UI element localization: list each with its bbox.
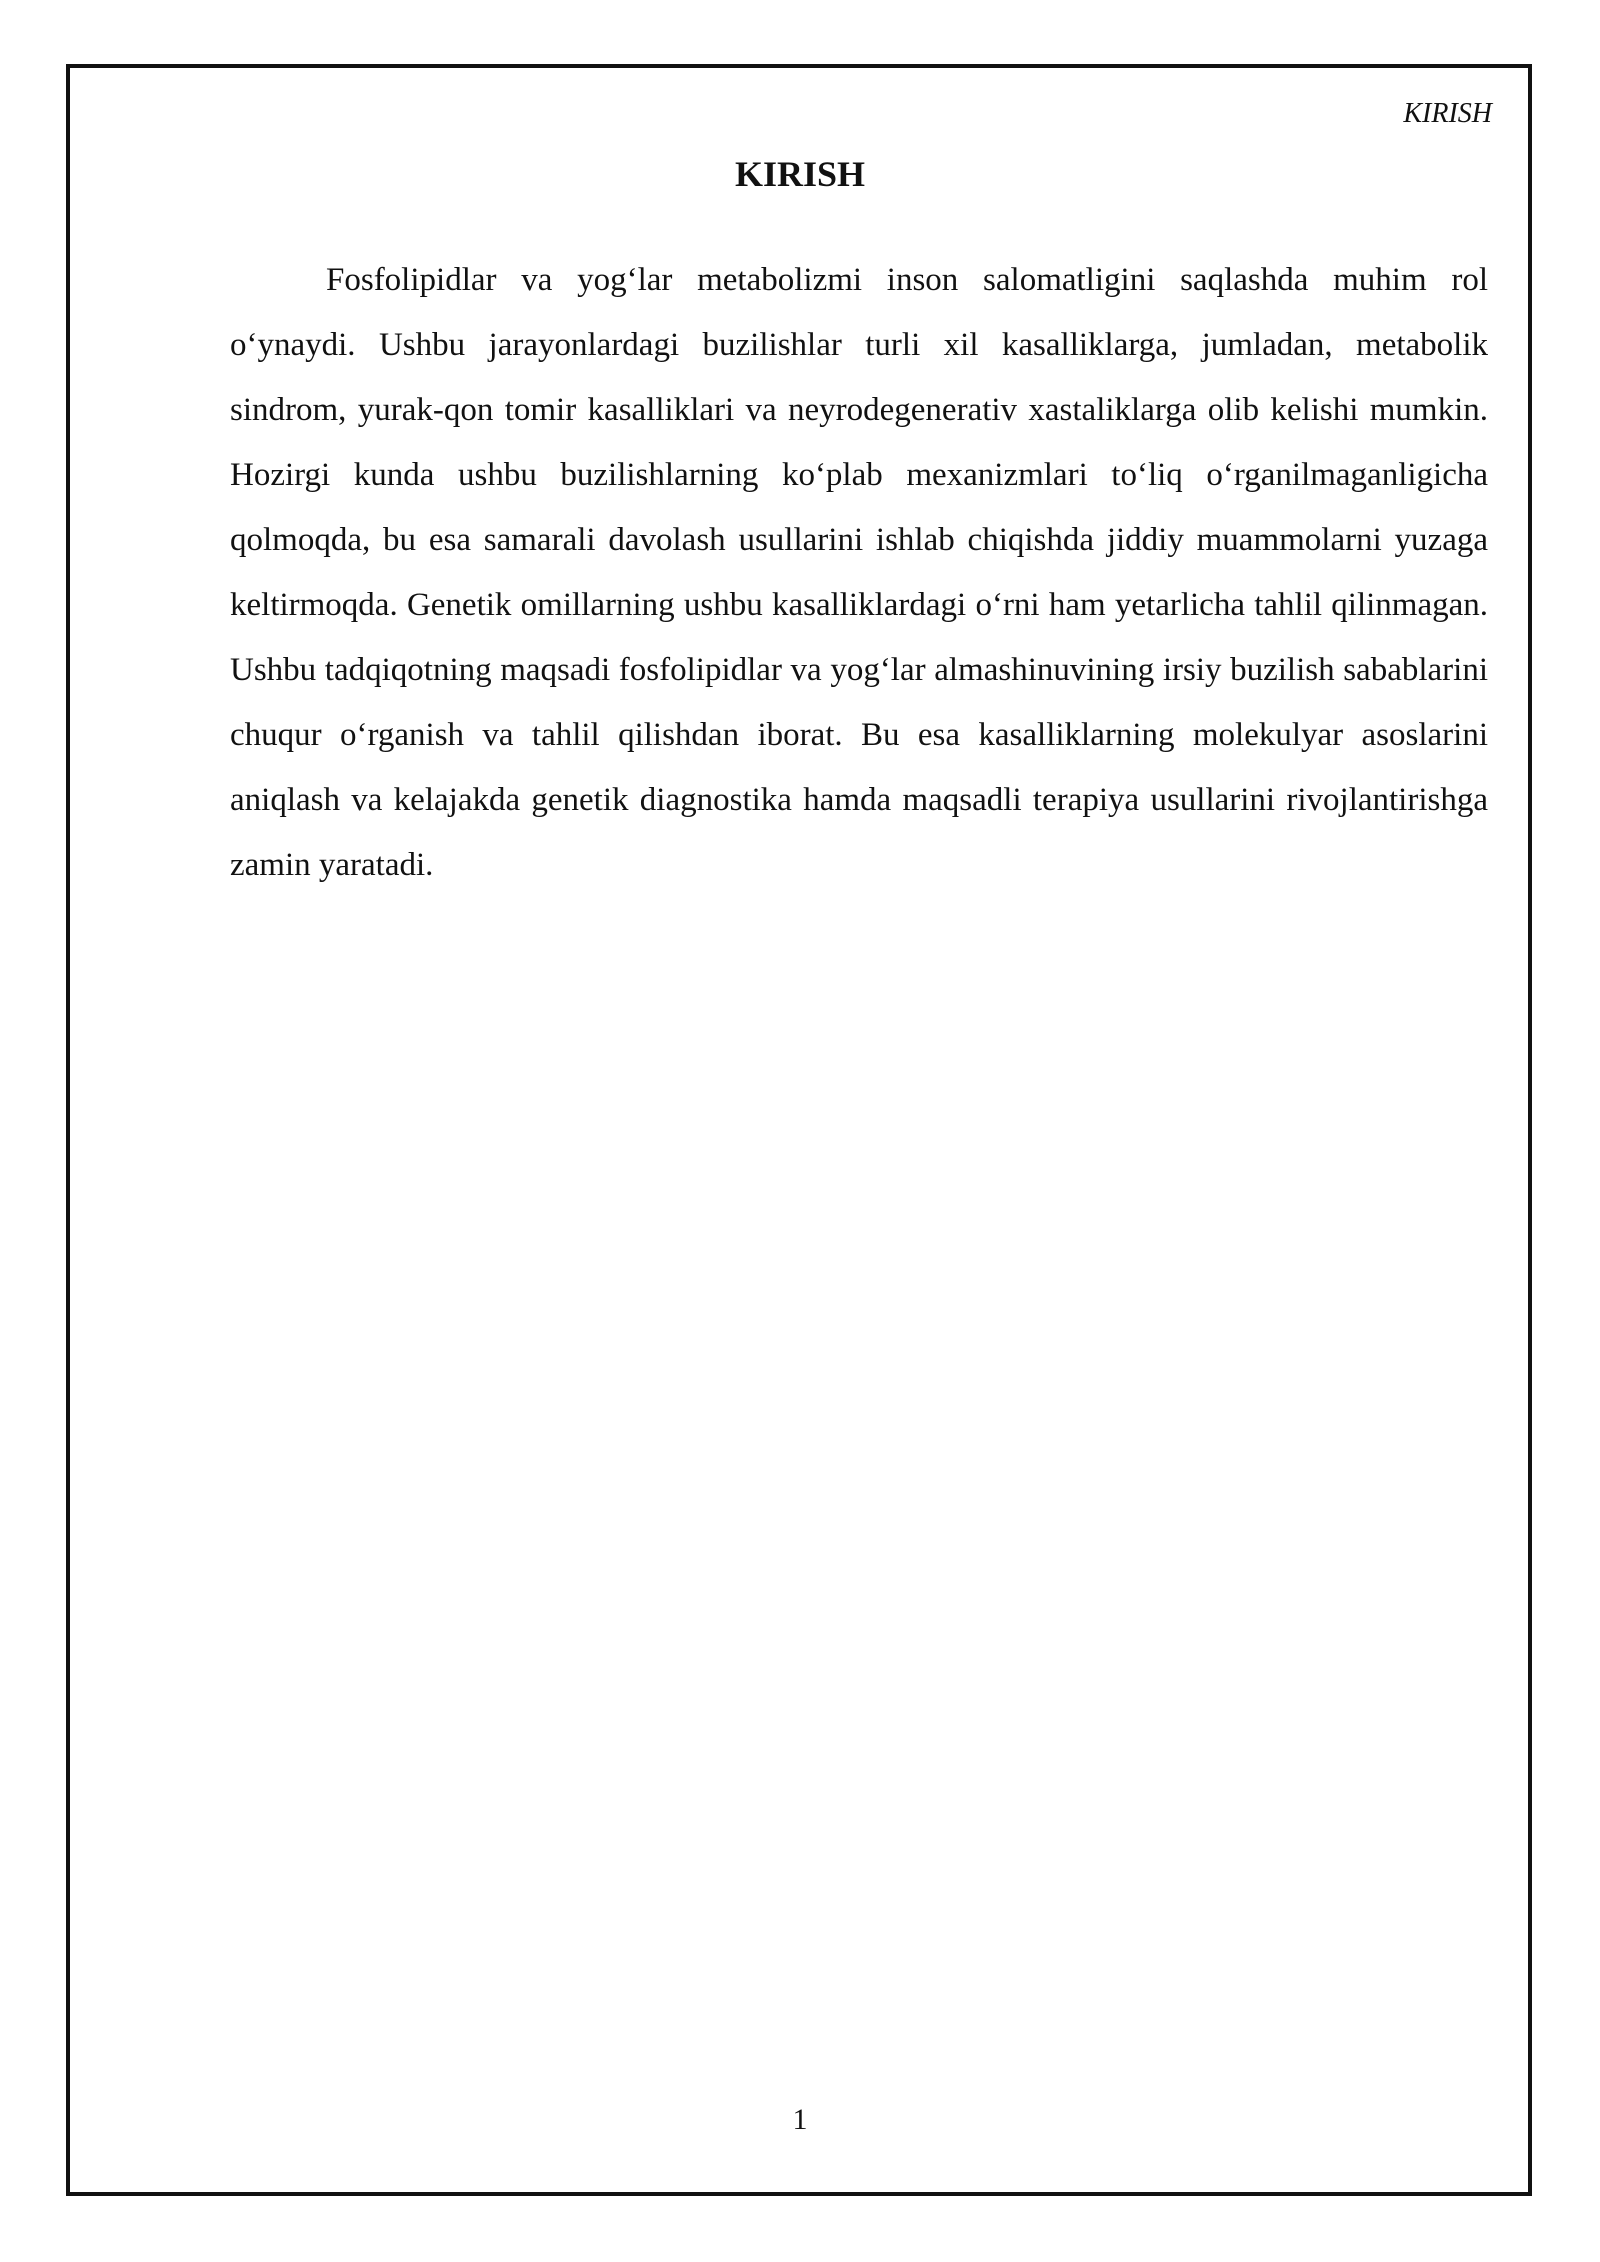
running-header: KIRISH xyxy=(1403,98,1492,129)
body-paragraph: Fosfolipidlar va yog‘lar metabolizmi inson salomatligini saqlashda muhim rol o‘ynaydi. Ushbu jarayonlardagi buzilishlar turli xil kasalliklarga, jumladan, metabolik sindrom, yurak-qon tomir kasalliklari va neyrodegenerativ xastaliklarga olib kelishi mumkin. Hozirgi kunda ushbu buzilishlarning ko‘plab mexanizmlari to‘liq o‘rganilmaganligicha qolmoqda, bu esa samarali davolash usullarini ishlab chiqishda jiddiy muammolarni yuzaga keltirmoqda. Genetik omillarning ushbu kasalliklardagi o‘rni ham yetarlicha tahlil qilinmagan. Ushbu tadqiqotning maqsadi fosfolipidlar va yog‘lar almashinuvining irsiy buzilish sabablarini chuqur o‘rganish va tahlil qilishdan iborat. Bu esa kasalliklarning molekulyar asoslarini aniqlash va kelajakda genetik diagnostika hamda maqsadli terapiya usullarini rivojlantirishga zamin yaratadi. xyxy=(230,262,1488,883)
page-number: 1 xyxy=(792,2103,808,2136)
page-title: KIRISH xyxy=(734,154,866,194)
